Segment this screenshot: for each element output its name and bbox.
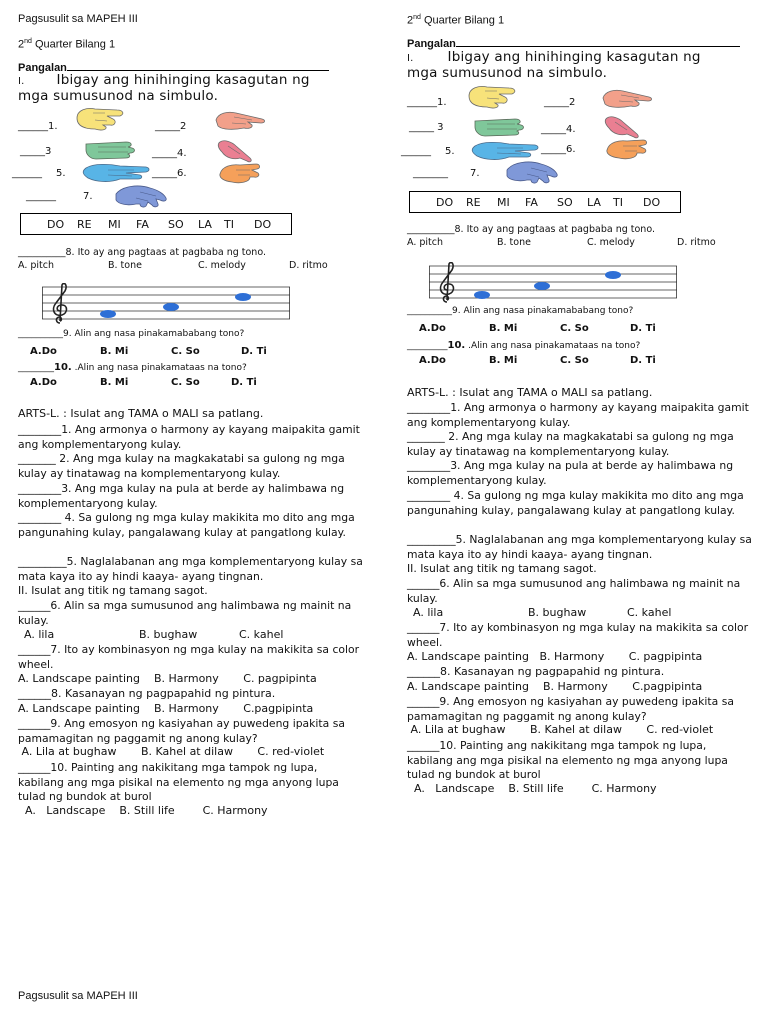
p10-choices: A. Landscape B. Still life C. Harmony — [18, 804, 268, 817]
arts-item-5: _________5. Naglalabanan ang mga komplementaryong kulay sa mata kaya ito ay hindi kaaya- ayang tingnan. — [407, 533, 752, 561]
q8-choice-a: A. pitch — [18, 260, 55, 271]
note-so — [235, 293, 251, 301]
arts-item-1: ________1. Ang armonya o harmony ay kayang maipakita gamit ang komplementaryong kulay. — [407, 401, 749, 429]
syllable-do: DO — [436, 196, 454, 209]
part2-question-6: ______6. Alin sa mga sumusunod ang halimbawa ng mainit na kulay. — [407, 577, 741, 605]
hand-item-1: ______1. — [18, 121, 58, 132]
q8-choice-d: D. ritmo — [289, 260, 328, 271]
p7-choices: A. Landscape painting B. Harmony C. pagpipinta — [18, 672, 317, 685]
q8-choice-d: D. ritmo — [677, 237, 716, 248]
p9-choices: A. Lila at bughaw B. Kahel at dilaw C. red-violet — [18, 745, 325, 758]
solfege-syllables-box — [20, 213, 292, 235]
p9-choices: A. Lila at bughaw B. Kahel at dilaw C. red-violet — [407, 723, 714, 736]
hand-item-5-blank: ______ — [401, 146, 431, 157]
q8-choice-b: B. tone — [108, 260, 142, 271]
hand-sign-mi-icon — [471, 113, 527, 139]
q8-choice-b: B. tone — [497, 237, 531, 248]
hand-sign-do-icon — [465, 82, 523, 110]
syllable-fa: FA — [525, 196, 538, 209]
part2-question-8: ______8. Kasanayan ng pagpapahid ng pintura. — [18, 687, 276, 700]
p6-choice-a: A. lila — [413, 606, 444, 619]
q9-choice-c: C. So — [560, 323, 589, 334]
hand-sign-ti-icon — [110, 182, 170, 210]
hand-item-7-label: 7. — [470, 168, 480, 179]
hand-item-6: _____6. — [152, 168, 187, 179]
question-10: _________10. .Alin ang nasa pinakamataas na tono? — [407, 340, 641, 351]
part2-question-10: ______10. Painting ang nakikitang mga tampok ng lupa, kabilang ang mga pisikal na elemento ng mga anyong lupa tulad ng bundok at burol — [407, 739, 728, 782]
hand-item-6: _____6. — [541, 144, 576, 155]
syllable-do-high: DO — [643, 196, 661, 209]
hand-item-7-label: 7. — [83, 191, 93, 202]
hand-item-5-label: 5. — [56, 168, 66, 179]
quarter-label: 2nd Quarter Bilang 1 — [407, 14, 505, 27]
part2-question-7: ______7. Ito ay kombinasyon ng mga kulay na makikita sa color wheel. — [18, 643, 360, 671]
syllable-do-high: DO — [254, 218, 272, 231]
syllable-la: LA — [587, 196, 601, 209]
p6-choice-c: C. kahel — [627, 606, 672, 619]
section-2-heading: II. Isulat ang titik ng tamang sagot. — [18, 584, 208, 597]
q10-choice-a: A.Do — [419, 355, 446, 366]
question-10: ________10. .Alin ang nasa pinakamataas na tono? — [18, 362, 247, 373]
syllable-la: LA — [198, 218, 212, 231]
q9-choice-b: B. Mi — [100, 346, 129, 357]
music-staff — [42, 283, 292, 325]
question-9: __________9. Alin ang nasa pinakamababang tono? — [407, 306, 634, 316]
part2-question-9: ______9. Ang emosyon ng kasiyahan ay puwedeng ipakita sa pamamagitan ng paggamit ng anong kulay? — [407, 695, 734, 723]
arts-item-3: ________3. Ang mga kulay na pula at berde ay halimbawa ng komplementaryong kulay. — [407, 459, 734, 487]
arts-item-4: ________ 4. Sa gulong ng mga kulay makikita mo dito ang mga pangunahing kulay, pangalawang kulay at pangatlong kulay. — [407, 489, 744, 517]
hand-item-7-blank: _______ — [413, 168, 448, 179]
q8-choice-c: C. melody — [587, 237, 635, 248]
section-2-heading: II. Isulat ang titik ng tamang sagot. — [407, 562, 597, 575]
q9-choice-d: D. Ti — [241, 346, 267, 357]
arts-item-5: _________5. Naglalabanan ang mga komplementaryong kulay sa mata kaya ito ay hindi kaaya- ayang tingnan. — [18, 555, 363, 583]
hand-sign-mi-icon — [82, 136, 138, 162]
p8-choices: A. Landscape painting B. Harmony C.pagpipinta — [18, 702, 314, 715]
syllable-mi: MI — [497, 196, 510, 209]
instruction-line2: mga sumusunod na simbulo. — [407, 65, 608, 81]
solfege-syllables-box — [409, 191, 681, 213]
q9-choice-d: D. Ti — [630, 323, 656, 334]
test-title: Pagsusulit sa MAPEH III — [18, 13, 138, 25]
footer-title: Pagsusulit sa MAPEH III — [18, 990, 138, 1002]
instruction: I. Ibigay ang hinihinging kasagutan ng — [407, 49, 701, 65]
note-mi — [163, 303, 179, 311]
p6-choice-b: B. bughaw — [528, 606, 587, 619]
q10-choice-c: C. So — [171, 377, 200, 388]
music-staff — [429, 262, 679, 304]
arts-item-2: _______ 2. Ang mga kulay na magkakatabi sa gulong ng mga kulay ay tinatawag na komplementaryong kulay. — [18, 452, 345, 480]
name-field[interactable]: Pangalan — [18, 61, 329, 75]
hand-item-4: _____4. — [152, 148, 187, 159]
hand-sign-ti-icon — [501, 158, 561, 186]
q9-choice-c: C. So — [171, 346, 200, 357]
arts-item-1: ________1. Ang armonya o harmony ay kayang maipakita gamit ang komplementaryong kulay. — [18, 423, 360, 451]
hand-item-3: _____3 — [20, 146, 52, 157]
syllable-re: RE — [466, 196, 481, 209]
p10-choices: A. Landscape B. Still life C. Harmony — [407, 782, 657, 795]
syllable-so: SO — [168, 218, 184, 231]
arts-item-4: ________ 4. Sa gulong ng mga kulay makikita mo dito ang mga pangunahing kulay, pangalawang kulay at pangatlong kulay. — [18, 511, 355, 539]
part2-question-9: ______9. Ang emosyon ng kasiyahan ay puwedeng ipakita sa pamamagitan ng paggamit ng anong kulay? — [18, 717, 345, 745]
hand-item-4: _____4. — [541, 124, 576, 135]
note-do — [100, 310, 116, 318]
p7-choices: A. Landscape painting B. Harmony C. pagpipinta — [407, 650, 703, 663]
hand-item-5-label: 5. — [445, 146, 455, 157]
q10-choice-c: C. So — [560, 355, 589, 366]
instruction: I. Ibigay ang hinihinging kasagutan ng — [18, 72, 310, 88]
q9-choice-a: A.Do — [30, 346, 57, 357]
note-do — [474, 291, 490, 299]
hand-sign-la-icon — [603, 136, 649, 162]
q10-choice-d: D. Ti — [630, 355, 656, 366]
part2-question-10: ______10. Painting ang nakikitang mga tampok ng lupa, kabilang ang mga pisikal na elemento ng mga anyong lupa tulad ng bundok at burol — [18, 761, 339, 804]
arts-heading: ARTS-L. : Isulat ang TAMA o MALI sa patlang. — [18, 407, 264, 420]
syllable-mi: MI — [108, 218, 121, 231]
arts-item-3: ________3. Ang mga kulay na pula at berde ay halimbawa ng komplementaryong kulay. — [18, 482, 345, 510]
q10-choice-b: B. Mi — [489, 355, 518, 366]
quarter-label: 2nd Quarter Bilang 1 — [18, 38, 116, 51]
note-so — [605, 271, 621, 279]
hand-item-5-blank: ______ — [12, 168, 42, 179]
hand-sign-do-icon — [73, 104, 131, 132]
hand-item-7-blank: ______ — [26, 191, 56, 202]
q10-choice-d: D. Ti — [231, 377, 257, 388]
hand-sign-re-icon — [595, 86, 655, 110]
q10-choice-a: A.Do — [30, 377, 57, 388]
syllable-do: DO — [47, 218, 65, 231]
question-8: __________8. Ito ay ang pagtaas at pagbaba ng tono. — [18, 247, 266, 258]
question-8: __________8. Ito ay ang pagtaas at pagbaba ng tono. — [407, 224, 655, 235]
hand-item-2: _____2 — [155, 121, 187, 132]
syllable-fa: FA — [136, 218, 149, 231]
p6-choice-b: B. bughaw — [139, 628, 198, 641]
arts-item-2: _______ 2. Ang mga kulay na magkakatabi sa gulong ng mga kulay ay tinatawag na komplementaryong kulay. — [407, 430, 734, 458]
instruction-line2: mga sumusunod na simbulo. — [18, 88, 219, 104]
p6-choice-c: C. kahel — [239, 628, 284, 641]
q8-choice-a: A. pitch — [407, 237, 444, 248]
syllable-ti: TI — [613, 196, 623, 209]
part2-question-6: ______6. Alin sa mga sumusunod ang halimbawa ng mainit na kulay. — [18, 599, 352, 627]
syllable-so: SO — [557, 196, 573, 209]
q9-choice-a: A.Do — [419, 323, 446, 334]
syllable-ti: TI — [224, 218, 234, 231]
hand-item-1: ______1. — [407, 97, 447, 108]
name-field[interactable]: Pangalan — [407, 37, 740, 51]
part2-question-8: ______8. Kasanayan ng pagpapahid ng pintura. — [407, 665, 665, 678]
hand-item-2: _____2 — [544, 97, 576, 108]
arts-heading: ARTS-L. : Isulat ang TAMA o MALI sa patlang. — [407, 386, 653, 399]
note-mi — [534, 282, 550, 290]
hand-sign-la-icon — [216, 160, 262, 186]
hand-item-3: _____ 3 — [409, 122, 444, 133]
part2-question-7: ______7. Ito ay kombinasyon ng mga kulay na makikita sa color wheel. — [407, 621, 749, 649]
p8-choices: A. Landscape painting B. Harmony C.pagpipinta — [407, 680, 703, 693]
question-9: __________9. Alin ang nasa pinakamababang tono? — [18, 329, 245, 339]
q10-choice-b: B. Mi — [100, 377, 129, 388]
syllable-re: RE — [77, 218, 92, 231]
q9-choice-b: B. Mi — [489, 323, 518, 334]
q8-choice-c: C. melody — [198, 260, 246, 271]
hand-sign-re-icon — [208, 108, 268, 132]
p6-choice-a: A. lila — [24, 628, 55, 641]
